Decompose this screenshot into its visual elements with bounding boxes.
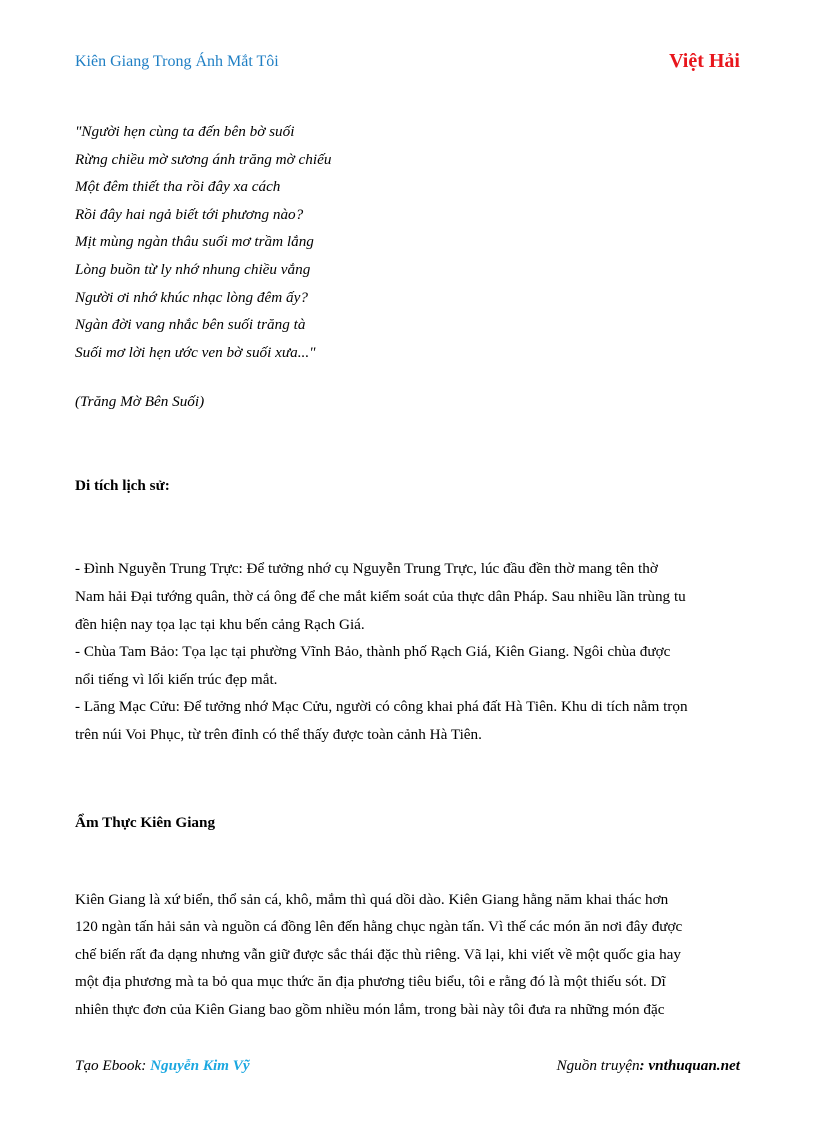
- ebook-credit: Tạo Ebook: Nguyễn Kim Vỹ: [75, 1057, 250, 1074]
- historical-sites-list: [75, 555, 745, 748]
- poem-line: Suối mơ lời hẹn ước ven bờ suối xưa...": [75, 343, 316, 361]
- poem-line: Mịt mùng ngàn thâu suối mơ trầm lắng: [75, 233, 314, 251]
- poem-line: Lòng buồn từ ly nhớ nhung chiều vắng: [75, 260, 311, 278]
- text-line: - Chùa Tam Bảo: Tọa lạc tại phường Vĩnh Bảo, thành phố Rạch Giá, Kiên Giang. Ngôi chùa được: [75, 643, 671, 661]
- ebook-credit-name: Nguyễn Kim Vỹ: [150, 1057, 250, 1074]
- historical-sites-heading: Di tích lịch sử:: [75, 477, 170, 495]
- cuisine-heading: Ẩm Thực Kiên Giang: [75, 813, 216, 831]
- poem-line: Rừng chiều mờ sương ánh trăng mờ chiếu: [75, 150, 332, 168]
- poem-line: Ngàn đời vang nhắc bên suối trăng tà: [75, 316, 306, 334]
- poem-source: (Trăng Mờ Bên Suối): [75, 393, 205, 411]
- text-line: - Lăng Mạc Cửu: Để tưởng nhớ Mạc Cửu, người có công khai phá đất Hà Tiên. Khu di tích nằm trọn: [75, 698, 688, 716]
- text-line: Kiên Giang là xứ biển, thổ sản cá, khô, mắm thì quá dồi dào. Kiên Giang hằng năm khai thác hơn: [75, 890, 669, 908]
- text-line: một địa phương mà ta bỏ qua mục thức ăn địa phương tiêu biểu, tôi e rằng đó là một thiếu sót. Dĩ: [75, 973, 666, 991]
- poem: [75, 118, 745, 412]
- page-content: [75, 118, 745, 1023]
- text-line: 120 ngàn tấn hải sản và nguồn cá đồng lên đến hằng chục ngàn tấn. Vì thế các món ăn nơi đây được: [75, 918, 683, 936]
- poem-line: Người ơi nhớ khúc nhạc lòng đêm ấy?: [75, 288, 308, 306]
- poem-line: Một đêm thiết tha rồi đây xa cách: [75, 178, 281, 196]
- source-credit-label: Nguồn truyện: [556, 1057, 640, 1074]
- ebook-credit-label: Tạo Ebook: [75, 1057, 142, 1074]
- cuisine-paragraph: [75, 886, 745, 1024]
- text-line: nhiên thực đơn của Kiên Giang bao gồm nhiều món lắm, trong bài này tôi đưa ra những món đặc: [75, 1000, 665, 1018]
- poem-line: "Người hẹn cùng ta đến bên bờ suối: [75, 123, 295, 140]
- poem-line: Rồi đây hai ngả biết tới phương nào?: [75, 205, 304, 223]
- author-name: Việt Hải: [669, 50, 740, 72]
- source-credit-name: vnthuquan.net: [648, 1057, 740, 1074]
- book-title: Kiên Giang Trong Ánh Mắt Tôi: [75, 53, 279, 70]
- text-line: trên núi Voi Phục, từ trên đỉnh có thể thấy được toàn cảnh Hà Tiên.: [75, 725, 482, 743]
- text-line: nổi tiếng vì lối kiến trúc đẹp mắt.: [75, 670, 278, 688]
- text-line: Nam hải Đại tướng quân, thờ cá ông để che mắt kiểm soát của thực dân Pháp. Sau nhiều lần trùng tu: [75, 587, 686, 605]
- text-line: chế biến rất đa dạng nhưng vẫn giữ được sắc thái đặc thù riêng. Vã lại, khi viết về một quốc gia hay: [75, 945, 682, 963]
- text-line: đền hiện nay tọa lạc tại khu bến cảng Rạch Giá.: [75, 615, 365, 633]
- text-line: - Đình Nguyễn Trung Trực: Để tưởng nhớ cụ Nguyễn Trung Trực, lúc đầu đền thờ mang tên thờ: [75, 560, 658, 578]
- source-credit: Nguồn truyện: vnthuquan.net: [556, 1057, 740, 1074]
